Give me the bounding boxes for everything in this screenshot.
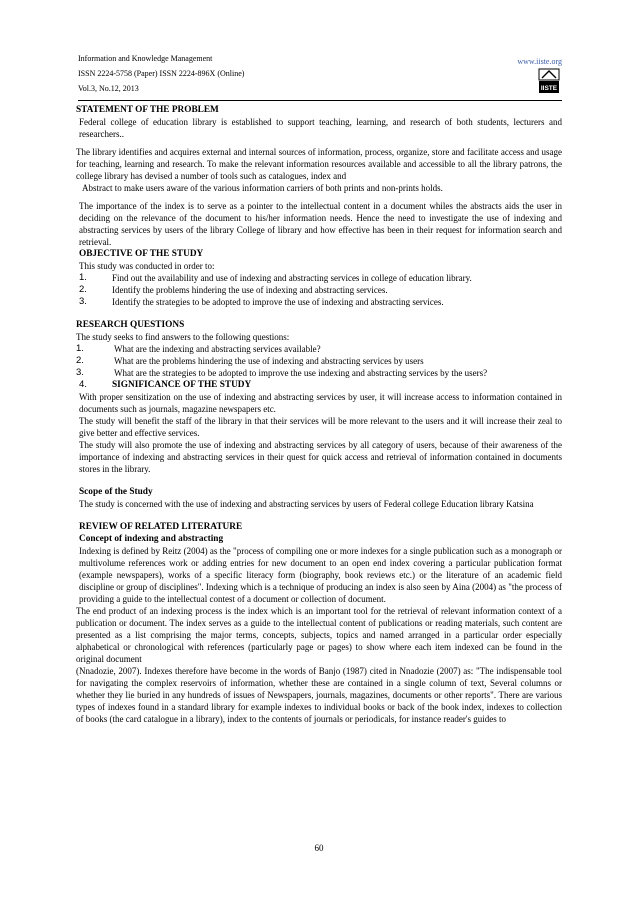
list-number: 4. [79,379,87,390]
research-heading: RESEARCH QUESTIONS [76,320,185,330]
statement-paragraph-3: The importance of the index is to serve as a pointer to the intellectual content in a document whiles the abstracts aids the user in deciding on the relevance of the document to his/her information needs. Hence the need to investigate the use of indexing and abstracting services by users of the library College of library and how effective has been in their request for information search and retrieval. [79,201,562,247]
list-number: 1. [79,272,87,283]
iiste-logo-icon [538,68,560,94]
list-text: What are the indexing and abstracting services available? [114,344,321,354]
significance-heading-row [76,379,562,391]
header-rule [78,100,562,101]
significance-paragraph-3: The study will also promote the use of indexing and abstracting services by all category of users, because of their awareness of the importance of indexing and abstracting services in their quest for quick access and retrieval of information contained in documents stores in the library. [79,440,562,474]
list-number: 2. [79,284,87,295]
list-number: 2. [76,355,84,366]
list-number: 1. [76,343,84,354]
list-text: Find out the availability and use of indexing and abstracting services in college of education library. [112,273,472,283]
review-paragraph-1: Indexing is defined by Reitz (2004) as the "process of compiling one or more indexes for a single publication such as a monograph or multivolume references work or adding entries for new document to an open end index covering a particular publication format (example newspapers), works of a specific literacy form (biography, book reviews etc.) or the literature of an academic field discipline or group of disciplines". Indexing which is a technique of producing an index is also seen by Aina (2004) as "the process of providing a guide to the intellectual contest of a document or collection of document. [79,546,562,604]
list-item [76,284,562,296]
list-item [76,296,562,308]
list-text: Identify the strategies to be adopted to improve the use of indexing and abstracting services. [112,297,444,307]
objective-heading: OBJECTIVE OF THE STUDY [79,249,204,259]
significance-heading: SIGNIFICANCE OF THE STUDY [112,380,252,390]
list-item [76,355,562,367]
website-link[interactable]: www.iiste.org [517,57,562,66]
page-body [76,104,562,725]
journal-name: Information and Knowledge Management [78,54,213,63]
list-text: What are the problems hindering the use of indexing and abstracting services by users [114,356,424,366]
review-subheading: Concept of indexing and abstracting [79,534,224,544]
statement-paragraph-2: The library identifies and acquires external and internal sources of information, process, organize, store and facilitate access and usage for teaching, learning and research. To make the relevant information resources available and accessible to all the library patrons, the college library has devised a number of tools such as catalogues, index and [76,147,562,181]
logo-text: IISTE [540,85,558,92]
issn-line: ISSN 2224-5758 (Paper) ISSN 2224-896X (Online) [78,69,245,78]
list-item [76,367,562,379]
statement-heading: STATEMENT OF THE PROBLEM [76,105,219,115]
significance-paragraph-1: With proper sensitization on the use of indexing and abstracting services by user, it will increase access to information contained in documents such as journals, magazine newspapers etc. [79,392,562,414]
page-header [78,54,562,102]
review-heading: REVIEW OF RELATED LITERATURE [79,522,243,532]
objective-intro: This study was conducted in order to: [79,261,215,271]
research-intro: The study seeks to find answers to the following questions: [76,332,290,342]
statement-paragraph-1: Federal college of education library is established to support teaching, learning, and research of both students, lecturers and researchers.. [79,117,562,139]
list-text: Identify the problems hindering the use of indexing and abstracting services. [112,285,388,295]
volume-line: Vol.3, No.12, 2013 [78,84,139,93]
scope-paragraph: The study is concerned with the use of indexing and abstracting services by users of Federal college Education library Katsina [79,499,534,509]
statement-paragraph-2b: Abstract to make users aware of the various information carriers of both prints and non-prints holds. [82,183,443,193]
list-number: 3. [79,296,87,307]
list-item [76,272,562,284]
list-item [76,343,562,355]
page-number: 60 [314,843,324,853]
scope-heading: Scope of the Study [79,487,153,497]
review-paragraph-2: The end product of an indexing process is the index which is an important tool for the retrieval of relevant information context of a publication or document. The index serves as a guide to the intellectual content of publications or reading materials, such content are presented as a list comprising the major terms, concepts, subjects, topics and named arranged in a particular order especially alphabetical or chronological with references (particularly page or pages) to show where each item indexed can be found in the original document [76,606,562,664]
list-number: 3. [76,367,84,378]
significance-paragraph-2: The study will benefit the staff of the library in that their services will be more relevant to the users and it will increase their zeal to give better and effective services. [79,416,562,438]
list-text: What are the strategies to be adopted to improve the use indexing and abstracting services by the users? [114,368,488,378]
review-paragraph-3: (Nnadozie, 2007). Indexes therefore have become in the words of Banjo (1987) cited in Nnadozie (2007) as: "The indispensable tool for navigating the complex reservoirs of information, whether these are contained in a single column of text, Several columns or whether they lie buried in any hundreds of issues of Newspapers, journals, magazines, documents or other reports". There are various types of indexes found in a standard library for example indexes to individual books or back of the book index, indexes to collection of books (the card catalogue in a library), index to the contents of journals or periodicals, for instance reader's guides to [76,666,562,724]
